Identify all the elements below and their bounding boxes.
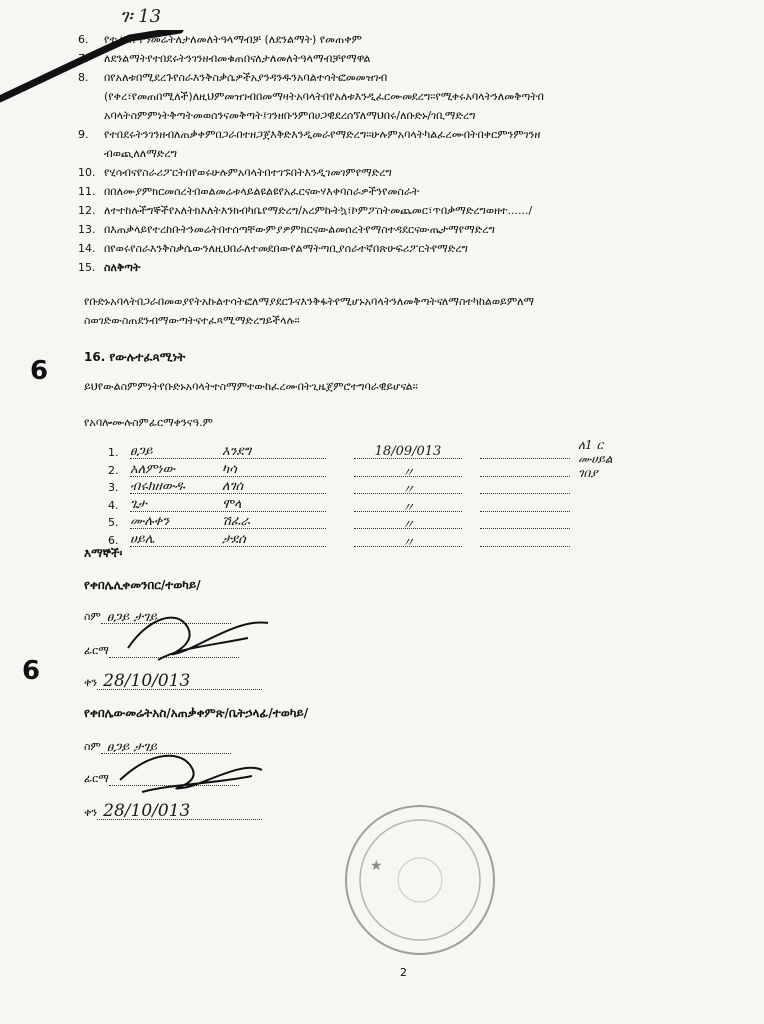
date-label: ቀን (84, 676, 98, 689)
margin-note: ገበያ (578, 466, 598, 480)
signatory-last-name: ካሳ (222, 461, 237, 477)
list-item-text: የተበደሩትንገንዘብለጠቃቀምበጋራበተዘጋጀእቅድእንዲመራየማድረግ፡፡ሁሉምአባላትካልፈረሙበትበቀርምንምገንዘ (104, 128, 541, 141)
name-label: ስም (84, 610, 101, 623)
list-item-text: ለደንልማትየተበደሩትንገንዘብመቁጠበናለታለመለትዓላማብቻየማዋል (104, 52, 371, 65)
penalty-paragraph: የቡድኑአባላትበጋራበመወያየትአኩልተሳትፎለማያደርጉናእንቅፋትየሚሆኑአባላትንለመቅጣትናለማስተካከልወይምለማ ስወገድውስጠደንብማውጣትናተፈጻሚማድረግይችላሉ፡፡ (84, 295, 535, 327)
signatory-name (130, 497, 326, 512)
office-name-value: ፀጋይ ታገይ (106, 740, 158, 755)
list-item (78, 68, 748, 87)
signature-label-2: ፊርማ (84, 772, 109, 785)
members-list-title: የአባሎሙሉስምፊርማቀንናዓ.ም (84, 416, 213, 429)
list-item (78, 106, 748, 125)
list-item (78, 182, 748, 201)
list-item-text: አባላትስምምነትቅጣትመወሰንናመቅጣት፤ገንዘቡንምበሀጋዊደረሰኘለማህበሩ/ለቡድኑ/ገቢማድረግ (104, 109, 476, 122)
list-item (78, 87, 748, 106)
signatory-signature (480, 514, 570, 529)
list-item-number: 7. (78, 52, 89, 65)
signatory-name (130, 514, 326, 529)
list-item (78, 30, 748, 49)
list-item-text: ብወጪለለማድረግ (104, 147, 177, 160)
signatory-number: 4. (108, 498, 119, 512)
signatory-date: 〃 (354, 462, 462, 477)
effectiveness-sentence: ይህየውልስምምነትየቡድኑአባላትተስማምተውከፈረሙበትጊዜጀምሮተግባራዊይሆናል፡፡ (84, 380, 418, 393)
margin-bullet-mark-2: 6 (22, 656, 41, 686)
signatory-signature (480, 444, 570, 459)
list-item-text: በየወሩየስራእንቅስቃሴውንለዚህበራለተመደበውየልማትጣቢያሰራተኛበጽሁፍሪፖርትየማድረግ (104, 242, 468, 255)
signatory-name (130, 532, 326, 547)
signatory-number: 6. (108, 533, 119, 547)
signatory-name (130, 462, 326, 477)
signatory-last-name: እንደግ (222, 444, 252, 459)
signatory-number: 1. (108, 446, 119, 459)
official-stamp (340, 800, 500, 960)
signatory-row (108, 514, 668, 532)
list-item-text: ለተተከሉችግኞችየአለትክእለትእንክብካቤየማድረግ/አረምኩትኳ፣ኮምፖስትመጨመር፣ጥበቃማድረግወዘተ....../ (104, 204, 533, 217)
signatory-date: 18/09/013 (354, 444, 462, 459)
signatory-date: 〃 (354, 514, 462, 529)
signatory-row (108, 497, 668, 515)
list-item-text: (የቀረ፣የመጠበሚለች)ለዚህምመዝገብበመማዛትአባላትበየአለቱእንዲፈርሙመደረግ፡፡የሚቀሩአባላትንለመቅጣትበ (104, 90, 544, 103)
signatory-last-name: ሽፈራ (222, 514, 250, 529)
list-item-number: 8. (78, 71, 89, 84)
signatory-date: 〃 (354, 497, 462, 512)
margin-notes (578, 438, 613, 480)
list-item-text: በእጠቃላይየተረከቡትንመሬትበተሰጣቸውምያዎምክርናውልመሰረትየማስተዳደርናውጤታማየማድረግ (104, 223, 495, 236)
signatory-first-name: ፀጋይ (130, 444, 153, 459)
svg-text:★: ★ (370, 858, 383, 874)
list-item-text: ስለቅጣት (104, 261, 141, 274)
list-item (78, 220, 748, 239)
list-item-text: የሂሳብናየስራሪፖርትበየወሩሁሉምአባላትበተገኙበትእንዲገመገምየማድረግ (104, 166, 392, 179)
list-item-number: 13. (78, 223, 96, 236)
signatory-first-name: ብሩክዘውዱ (130, 479, 185, 494)
list-item-text: በየአለቱበሚደረጉየስራእንቅስቃሴዎችአያንዳንዱንአባልተሳትፎመመዝገብ (104, 71, 388, 84)
signatory-first-name: ሀይሌ (130, 531, 155, 547)
chair-name-value: ፀጋይ ታገይ (106, 610, 158, 625)
signatory-last-name: ሞላ (222, 496, 242, 512)
margin-note: ሙሀይል (578, 452, 613, 466)
list-item-number: 6. (78, 33, 89, 46)
signatory-name (130, 444, 326, 459)
page-mark: ገ፡ 13 (120, 6, 162, 27)
witnesses-label: እማኞች፡ (84, 546, 123, 560)
signatory-last-name: ታደሰ (222, 531, 246, 547)
list-item (78, 258, 748, 277)
signatory-first-name: አለምነው (130, 461, 176, 477)
list-item-number: 10. (78, 166, 96, 179)
chair-date-field (84, 671, 262, 691)
signatory-signature (480, 479, 570, 494)
list-item (78, 163, 748, 182)
office-date-value: 28/10/013 (103, 801, 191, 821)
list-item-number: 11. (78, 185, 96, 198)
list-item-number: 15. (78, 261, 96, 274)
margin-bullet-mark: 6 (30, 356, 49, 386)
list-item (78, 144, 748, 163)
list-item (78, 239, 748, 258)
list-item-text: የተረከቡትንመሬትለታለመለትዓላማብቻ (ለደንልማት) የመጠቀም (104, 33, 362, 46)
signatory-number: 3. (108, 481, 119, 494)
signatory-signature (480, 497, 570, 512)
chair-block-title: የቀበሌሊቀመንበር/ተወካይ/ (84, 578, 201, 592)
signatory-first-name: ሙሉቀን (130, 514, 170, 529)
signatory-row (108, 532, 668, 550)
section-16-heading: 16. የውሉተፈጻሚነት (84, 350, 186, 364)
obligations-list (78, 30, 748, 277)
list-item (78, 49, 748, 68)
date-label-2: ቀን (84, 806, 98, 819)
page-number: 2 (400, 966, 407, 979)
signatory-date: 〃 (354, 532, 462, 547)
office-date-field (84, 801, 262, 821)
land-office-block-title: የቀበሌውመሬትአስ/አጠቃቀምጽ/ቤትኃላፊ/ተወካይ/ (84, 706, 309, 720)
office-handwritten-signature (112, 740, 272, 800)
list-item-number: 14. (78, 242, 96, 255)
signatory-date: 〃 (354, 479, 462, 494)
list-item (78, 201, 748, 220)
margin-note: ለ1 ር (578, 438, 604, 452)
signatory-number: 2. (108, 463, 119, 477)
chair-handwritten-signature (118, 598, 278, 668)
list-item (78, 125, 748, 144)
chair-date-value: 28/10/013 (103, 671, 191, 691)
list-item-number: 9. (78, 128, 89, 141)
signatory-name (130, 479, 326, 494)
list-item-number: 12. (78, 204, 96, 217)
signatory-number: 5. (108, 516, 119, 529)
signatory-signature (480, 462, 570, 477)
signatory-signature (480, 532, 570, 547)
list-item-text: በበለሙያምክርመሰረትበወልመሬቱላይልዩልዩየአፈርናውሃእቀባስራዎችንየመስራት (104, 185, 420, 198)
signatory-first-name: ጌታ (130, 496, 147, 512)
name-label-2: ስም (84, 740, 101, 753)
signatory-row (108, 479, 668, 497)
signature-label: ፊርማ (84, 644, 109, 657)
signatory-last-name: ለገሰ (222, 479, 244, 494)
